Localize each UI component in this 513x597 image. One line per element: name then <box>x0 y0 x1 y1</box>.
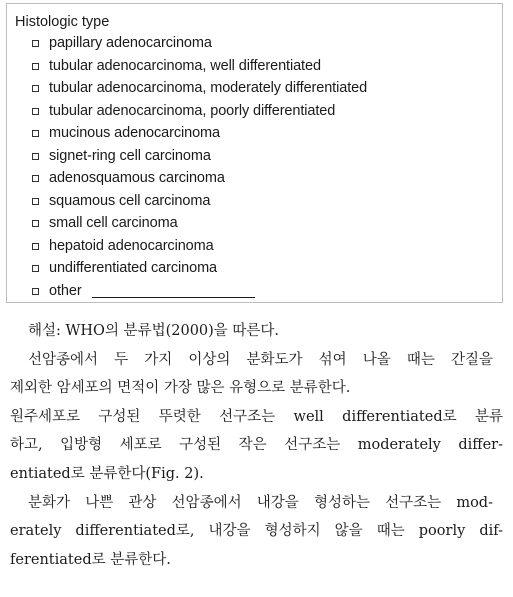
option-other[interactable] <box>7 282 502 305</box>
explanation-line: 선암종에서 두 가지 이상의 분화도가 섞여 나올 때는 간질을 <box>28 351 493 368</box>
explanation-line: 하고, 입방형 세포로 구성된 작은 선구조는 moderately differ- <box>10 437 503 454</box>
explanation-line: erately differentiated로, 내강을 형성하지 않을 때는 poorly dif- <box>10 523 503 540</box>
checkbox-icon[interactable] <box>32 130 39 137</box>
checkbox-icon[interactable] <box>32 198 39 205</box>
option-small-cell[interactable] <box>7 214 502 237</box>
explanation-text <box>0 317 513 574</box>
option-label: tubular adenocarcinoma, moderately differentiated <box>49 80 368 96</box>
checkbox-icon[interactable] <box>32 40 39 47</box>
option-label: small cell carcinoma <box>49 215 178 231</box>
explanation-line: 제외한 암세포의 면적이 가장 많은 유형으로 분류한다. <box>10 380 351 397</box>
option-squamous[interactable] <box>7 192 502 215</box>
explanation-line: 원주세포로 구성된 뚜렷한 선구조는 well differentiated로 분류 <box>10 408 503 425</box>
option-signet-ring[interactable] <box>7 147 502 170</box>
form-title: Histologic type <box>15 14 110 30</box>
option-label: adenosquamous carcinoma <box>49 170 225 186</box>
option-hepatoid[interactable] <box>7 237 502 260</box>
option-tubular-moderately[interactable] <box>7 79 502 102</box>
checkbox-icon[interactable] <box>32 243 39 250</box>
checkbox-icon[interactable] <box>32 63 39 70</box>
option-tubular-poorly[interactable] <box>7 102 502 125</box>
option-papillary-adenocarcinoma[interactable] <box>7 34 502 57</box>
explanation-line: entiated로 분류한다(Fig. 2). <box>10 465 204 482</box>
checkbox-icon[interactable] <box>32 220 39 227</box>
explanation-line: ferentiated로 분류한다. <box>10 551 171 568</box>
option-undifferentiated[interactable] <box>7 259 502 282</box>
option-label: other <box>49 282 82 299</box>
checkbox-icon[interactable] <box>32 265 39 272</box>
option-label: hepatoid adenocarcinoma <box>49 237 214 254</box>
option-tubular-well[interactable] <box>7 57 502 80</box>
option-label: signet-ring cell carcinoma <box>49 147 211 164</box>
checkbox-icon[interactable] <box>32 153 39 160</box>
checkbox-icon[interactable] <box>32 288 39 295</box>
other-text-field[interactable] <box>92 297 255 298</box>
checkbox-icon[interactable] <box>32 85 39 92</box>
option-label: undifferentiated carcinoma <box>49 260 218 276</box>
option-label: papillary adenocarcinoma <box>49 35 212 51</box>
checkbox-icon[interactable] <box>32 108 39 115</box>
explanation-line: 해설: WHO의 분류법(2000)을 따른다. <box>28 323 280 339</box>
option-label: squamous cell carcinoma <box>49 192 211 209</box>
explanation-line: 분화가 나쁜 관상 선암종에서 내강을 형성하는 선구조는 mod- <box>28 494 493 511</box>
histologic-type-options <box>7 34 502 304</box>
option-mucinous[interactable] <box>7 124 502 147</box>
option-label: tubular adenocarcinoma, well differentiated <box>49 57 321 74</box>
histologic-type-form <box>6 3 503 303</box>
option-adenosquamous[interactable] <box>7 169 502 192</box>
option-label: tubular adenocarcinoma, poorly differentiated <box>49 102 336 119</box>
option-label: mucinous adenocarcinoma <box>49 125 220 141</box>
checkbox-icon[interactable] <box>32 175 39 182</box>
